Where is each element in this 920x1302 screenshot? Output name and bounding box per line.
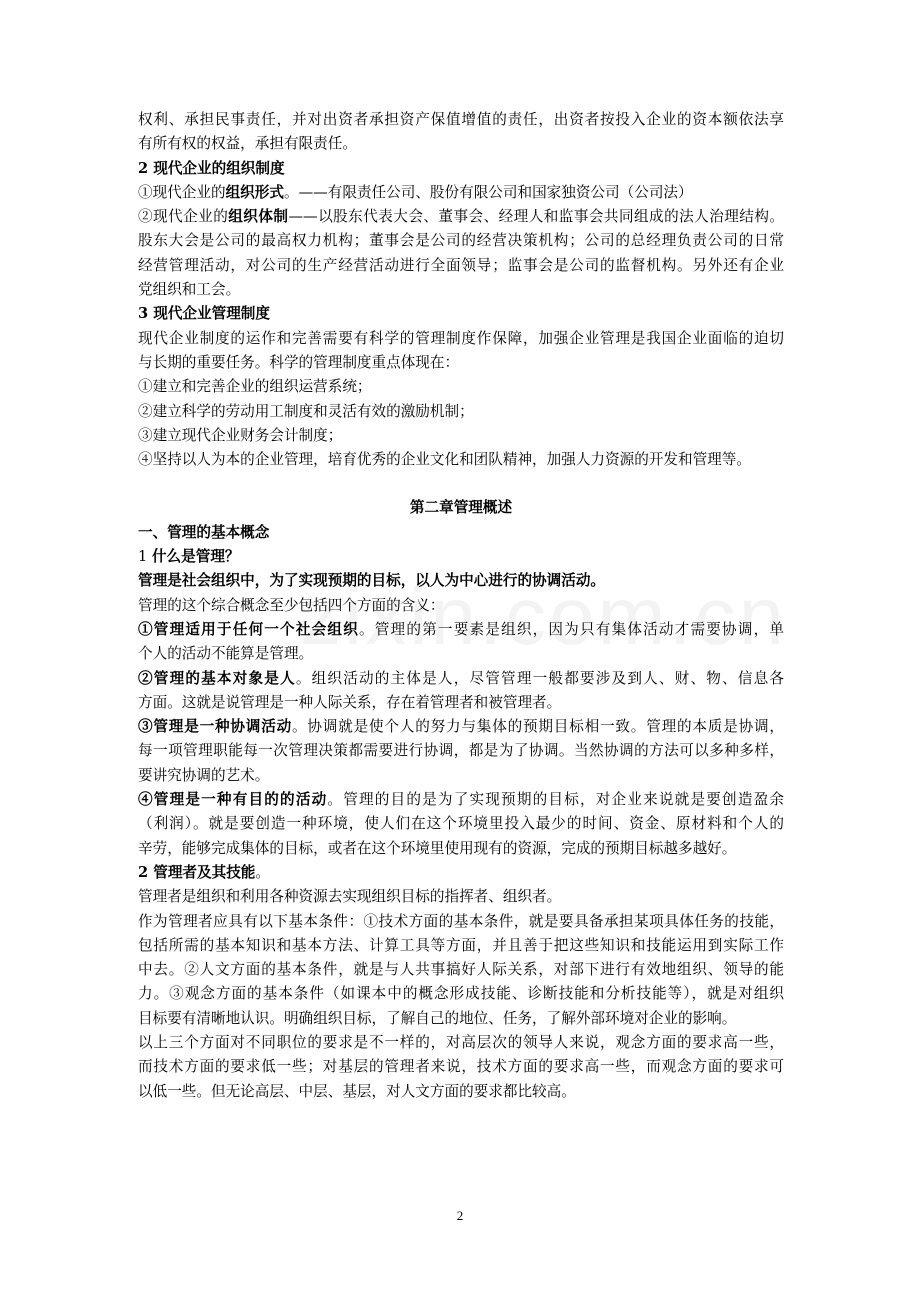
section-heading-org-system: 2 现代企业的组织制度 [138, 159, 285, 177]
text-line: （利润）。就是要创造一种环境，使人们在这个环境里投入最少的时间、资金、原材料和个人的 [138, 815, 784, 833]
text-span: ——以股东代表大会、董事会、经理人和监事会共同组成的法人治理结构。 [288, 208, 784, 226]
text-line: 作为管理者应具有以下基本条件：①技术方面的基本条件，就是要具备承担某项具体任务的技能， [138, 912, 784, 930]
point-2 [138, 667, 784, 691]
text-line-org-form [138, 181, 784, 205]
text-line: 有所有权的权益，承担有限责任。 [138, 135, 357, 153]
text-line-org-body [138, 205, 784, 229]
list-item: ③建立现代企业财务会计制度； [138, 426, 343, 444]
question-heading-what-is-management [138, 545, 784, 569]
text-line: 以上三个方面对不同职位的要求是不一样的，对高层次的领导人来说，观念方面的要求高一些， [138, 1033, 784, 1051]
section-heading-basic-concept: 一、管理的基本概念 [138, 523, 270, 541]
bold-term-org-form: 组织形式 [225, 183, 284, 201]
text-line: 个人的活动不能算是管理。 [138, 645, 314, 663]
chapter-title: 第二章管理概述 [409, 499, 513, 517]
list-item: ④坚持以人为本的企业管理，培育优秀的企业文化和团队精神，加强人力资源的开发和管理等。 [138, 451, 751, 469]
text-line: 党组织和工会。 [138, 281, 241, 299]
text-line: 中去。②人文方面的基本条件，就是与人共事搞好人际关系，对部下进行有效地组织、领导的能 [138, 961, 784, 979]
text-line: 而技术方面的要求低一些；对基层的管理者来说，技术方面的要求高一些，而观念方面的要求可 [138, 1058, 784, 1076]
bold-term-org-body: 组织体制 [228, 208, 289, 226]
text-span: 。管理的目的是为了实现预期的目标，对企业来说就是要创造盈余 [327, 791, 784, 809]
point-1 [138, 618, 784, 642]
list-item: ①建立和完善企业的组织运营系统； [138, 378, 372, 396]
question-heading-managers-skills [138, 861, 784, 885]
point-4 [138, 788, 784, 812]
text-line: 方面。这就是说管理是一种人际关系，存在着管理者和被管理者。 [138, 693, 562, 711]
page-content [138, 108, 784, 1104]
text-span: 。管理的第一要素是组织，因为只有集体活动才需要协调，单 [358, 620, 784, 638]
text-span: 。协调就是使个人的努力与集体的预期目标相一致。管理的本质是协调， [292, 718, 784, 736]
page-number: 2 [456, 1208, 464, 1223]
text-line: 经营管理活动，对公司的生产经营活动进行全面领导；监事会是公司的监督机构。另外还有企业 [138, 256, 784, 274]
text-line: 股东大会是公司的最高权力机构；董事会是公司的经营决策机构；公司的总经理负责公司的日常 [138, 232, 784, 250]
point-3-bold: ③管理是一种协调活动 [138, 718, 292, 736]
question-number: 1 [138, 548, 152, 566]
spacer [138, 472, 784, 484]
question-text: 2 管理者及其技能 [138, 863, 256, 881]
text-line: 现代企业制度的运作和完善需要有科学的管理制度作保障，加强企业管理是我国企业面临的迫切 [138, 329, 784, 347]
text-line: 管理者是组织和利用各种资源去实现组织目标的指挥者、组织者。 [138, 888, 562, 906]
text-span: 。——有限责任公司、股份有限公司和国家独资公司（公司法） [283, 183, 693, 201]
text-line: 辛劳，能够完成集体的目标，或者在这个环境里使用现有的资源，完成的预期目标越多越好。 [138, 839, 737, 857]
point-3 [138, 715, 784, 739]
text-line: 包括所需的基本知识和基本方法、计算工具等方面，并且善于把这些知识和技能运用到实际工作 [138, 936, 784, 954]
point-4-bold: ④管理是一种有目的的活动 [138, 791, 328, 809]
section-heading-mgmt-system: 3 现代企业管理制度 [138, 305, 270, 323]
text-span: 。组织活动的主体是人，尽管管理一般都要涉及到人、财、物、信息各 [295, 669, 784, 687]
point-2-bold: ②管理的基本对象是人 [138, 669, 296, 687]
text-line: 力。③观念方面的基本条件（如课本中的概念形成技能、诊断技能和分析技能等），就是对组织 [138, 985, 784, 1003]
text-line: 要讲究协调的艺术。 [138, 766, 270, 784]
text-line: 与长期的重要任务。科学的管理制度重点体现在： [138, 353, 460, 371]
text-line: 以低一些。但无论高层、中层、基层，对人文方面的要求都比较高。 [138, 1082, 576, 1100]
question-text: 什么是管理？ [151, 548, 240, 566]
text-span: ②现代企业的 [138, 208, 229, 226]
text-span: 。 [255, 863, 271, 881]
text-line: 管理的这个综合概念至少包括四个方面的含义： [138, 596, 445, 614]
text-span: ①现代企业的 [138, 183, 226, 201]
list-item: ②建立科学的劳动用工制度和灵活有效的激励机制； [138, 402, 474, 420]
text-line: 每一项管理职能每一次管理决策都需要进行协调，都是为了协调。当然协调的方法可以多种多样， [138, 742, 784, 760]
text-line: 目标要有清晰地认识。明确组织目标，了解自己的地位、任务，了解外部环境对企业的影响。 [138, 1009, 737, 1027]
management-definition: 管理是社会组织中，为了实现预期的目标，以人为中心进行的协调活动。 [138, 572, 606, 590]
point-1-bold: ①管理适用于任何一个社会组织 [138, 620, 359, 638]
text-line: 权利、承担民事责任，并对出资者承担资产保值增值的责任，出资者按投入企业的资本额依法享 [138, 111, 784, 128]
